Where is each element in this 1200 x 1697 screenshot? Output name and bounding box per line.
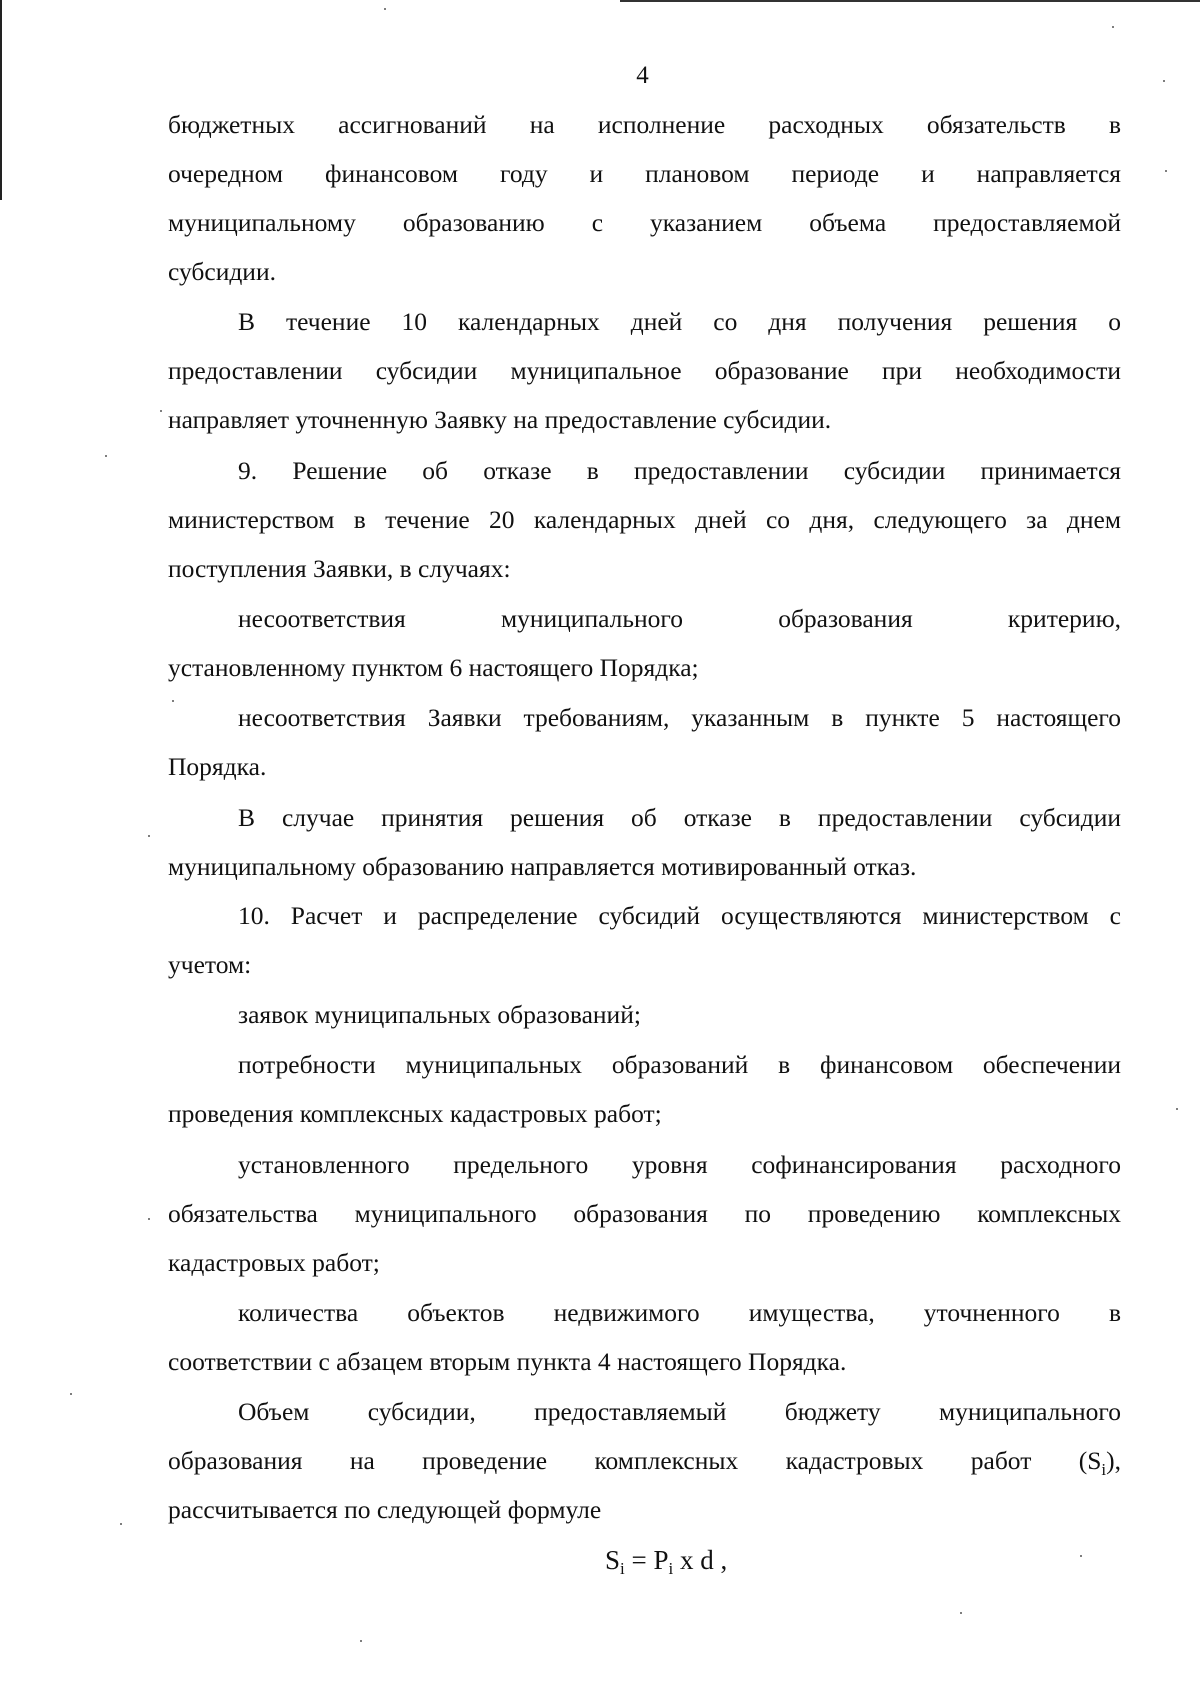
scan-speck xyxy=(384,8,386,10)
text-line: установленному пунктом 6 настоящего Порядка; xyxy=(168,653,699,682)
text-line: обязательства муниципального образования по проведению комплексных xyxy=(168,1199,1121,1228)
paragraph-first-line: потребности муниципальных образований в финансовом обеспечении xyxy=(238,1050,1121,1079)
scan-speck xyxy=(148,1218,150,1220)
scan-speck xyxy=(1163,80,1165,82)
scan-speck xyxy=(1176,1108,1178,1110)
formula-equals: = xyxy=(624,1545,654,1575)
paragraph-first-line: Объем субсидии, предоставляемый бюджету муниципального xyxy=(238,1397,1121,1426)
formula-p-sub: i xyxy=(668,1559,674,1578)
paragraph-first-line: 10. Расчет и распределение субсидий осуществляются министерством с xyxy=(238,901,1121,930)
text-line: поступления Заявки, в случаях: xyxy=(168,554,511,583)
text-line: предоставлении субсидии муниципальное образование при необходимости xyxy=(168,356,1121,385)
scan-edge-left xyxy=(0,0,2,200)
paragraph-first-line: 9. Решение об отказе в предоставлении субсидии принимается xyxy=(238,456,1121,485)
text-line: бюджетных ассигнований на исполнение расходных обязательств в xyxy=(168,110,1121,139)
scan-speck xyxy=(1080,1555,1082,1557)
paragraph-first-line: В случае принятия решения об отказе в предоставлении субсидии xyxy=(238,803,1121,832)
text-line: проведения комплексных кадастровых работ; xyxy=(168,1099,662,1128)
formula-s: S xyxy=(605,1545,621,1575)
scan-edge-top xyxy=(620,0,1200,2)
paragraph-first-line: В течение 10 календарных дней со дня получения решения о xyxy=(238,307,1121,336)
formula-rest: x d , xyxy=(673,1545,728,1575)
scan-speck xyxy=(960,1612,962,1614)
text-line: субсидии. xyxy=(168,257,276,286)
text-line: Порядка. xyxy=(168,752,267,781)
text-line: кадастровых работ; xyxy=(168,1248,380,1277)
paragraph-first-line: несоответствия Заявки требованиям, указанным в пункте 5 настоящего xyxy=(238,703,1121,732)
text-line-tail: ), xyxy=(1106,1446,1121,1475)
scan-speck xyxy=(105,455,107,457)
text-line xyxy=(168,1446,1121,1485)
scan-speck xyxy=(70,1393,72,1395)
scan-speck xyxy=(148,835,150,837)
scan-speck xyxy=(120,1523,122,1525)
scan-speck xyxy=(172,700,174,702)
list-item: заявок муниципальных образований; xyxy=(238,1000,641,1029)
text-line: муниципальному образованию направляется мотивированный отказ. xyxy=(168,852,917,881)
formula-s-sub: i xyxy=(620,1559,625,1578)
paragraph-first-line: несоответствия муниципального образования критерию, xyxy=(238,604,1121,633)
scan-speck xyxy=(1112,26,1114,28)
text-line: направляет уточненную Заявку на предоставление субсидии. xyxy=(168,405,832,434)
formula xyxy=(605,1544,727,1585)
paragraph-first-line: установленного предельного уровня софинансирования расходного xyxy=(238,1150,1121,1179)
scan-speck xyxy=(160,410,162,412)
text-line: министерством в течение 20 календарных дней со дня, следующего за днем xyxy=(168,505,1121,534)
text-line-main: образования на проведение комплексных кадастровых работ (S xyxy=(168,1446,1102,1475)
subscript: i xyxy=(1101,1460,1107,1480)
paragraph-first-line: количества объектов недвижимого имущества, уточненного в xyxy=(238,1298,1121,1327)
scan-speck xyxy=(360,1640,362,1642)
scan-speck xyxy=(1165,170,1167,172)
text-line: учетом: xyxy=(168,950,252,979)
text-line: очередном финансовом году и плановом периоде и направляется xyxy=(168,159,1121,188)
text-line: муниципальному образованию с указанием объема предоставляемой xyxy=(168,208,1121,237)
text-line: соответствии с абзацем вторым пункта 4 настоящего Порядка. xyxy=(168,1347,847,1376)
page-number: 4 xyxy=(636,62,649,89)
formula-p: P xyxy=(653,1545,669,1575)
text-line: рассчитывается по следующей формуле xyxy=(168,1495,602,1524)
